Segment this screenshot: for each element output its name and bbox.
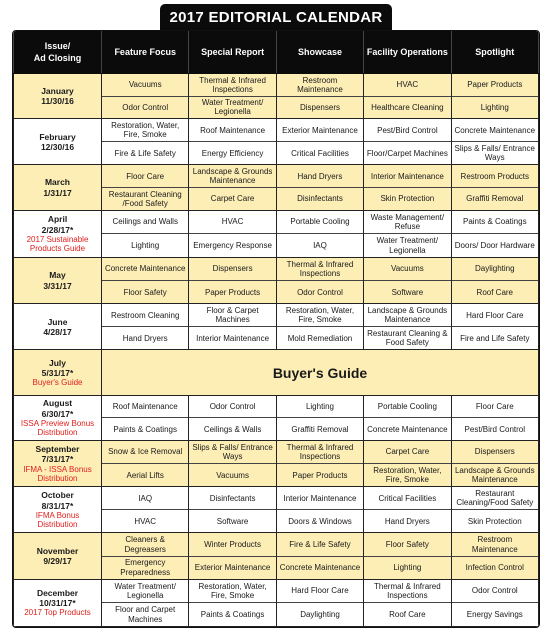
topic-primary: Landscape & Grounds Maintenance <box>364 304 450 327</box>
header-feature-focus: Feature Focus <box>102 32 189 74</box>
issue-cell <box>14 74 102 119</box>
spotlight-cell <box>451 304 538 350</box>
issue-cell <box>14 533 102 579</box>
buyers-guide-banner: Buyer's Guide <box>102 350 539 395</box>
topic-secondary: Exterior Maintenance <box>194 563 271 573</box>
topic-secondary: Mold Remediation <box>287 333 353 343</box>
issue-month: June <box>47 316 68 327</box>
topic-secondary: Graffiti Removal <box>291 424 349 434</box>
showcase-cell <box>276 257 363 303</box>
header-facility-operations: Facility Operations <box>364 32 451 74</box>
topic-primary: Lighting <box>277 396 363 419</box>
topic-secondary: Vacuums <box>216 470 249 480</box>
topic-primary: Cleaners & Degreasers <box>102 533 188 556</box>
special-report-cell <box>189 165 276 210</box>
feature-focus-cell <box>102 257 189 303</box>
issue-note: 2017 Top Products <box>24 608 91 618</box>
topic-secondary: Doors/ Door Hardware <box>454 241 535 251</box>
calendar-row-april <box>14 210 539 257</box>
topic-primary: Daylighting <box>452 258 538 281</box>
topic-primary: Thermal & Infrared Inspections <box>364 580 450 604</box>
topic-primary: Landscape & Grounds Maintenance <box>189 165 275 188</box>
topic-primary: Roof Maintenance <box>102 396 188 419</box>
topic-secondary: Healthcare Cleaning <box>371 102 444 112</box>
topic-primary: Ceilings and Walls <box>102 211 188 235</box>
showcase-cell <box>276 119 363 165</box>
topic-primary: Dispensers <box>452 441 538 464</box>
issue-cell <box>14 304 102 350</box>
topic-secondary: Lighting <box>393 563 422 573</box>
issue-note: 2017 Sustainable Products Guide <box>26 234 89 254</box>
topic-primary: Concrete Maintenance <box>452 119 538 142</box>
issue-cell <box>14 119 102 165</box>
spotlight-cell <box>451 257 538 303</box>
issue-cell <box>14 440 102 486</box>
issue-cell <box>14 165 102 210</box>
spotlight-cell <box>451 533 538 579</box>
ad-closing-date: 11/30/16 <box>41 96 74 107</box>
topic-primary: Restroom Maintenance <box>277 74 363 97</box>
ad-closing-date: 2/28/17* <box>41 224 74 235</box>
topic-secondary: Skin Protection <box>380 194 435 204</box>
issue-month: November <box>36 545 79 556</box>
topic-secondary: Paints & Coatings <box>113 424 177 434</box>
topic-secondary: Energy Savings <box>466 610 523 620</box>
topic-primary: Snow & Ice Removal <box>102 441 188 464</box>
topic-primary: Restoration, Water, Fire, Smoke <box>277 304 363 327</box>
topic-primary: Restaurant Cleaning/Food Safety <box>452 487 538 510</box>
feature-focus-cell <box>102 210 189 257</box>
special-report-cell <box>189 119 276 165</box>
facility-operations-cell <box>364 579 451 626</box>
topic-primary: Thermal & Infrared Inspections <box>189 74 275 97</box>
facility-operations-cell <box>364 304 451 350</box>
calendar-row-january <box>14 74 539 119</box>
topic-primary: Floor Care <box>452 396 538 419</box>
header-spotlight: Spotlight <box>451 32 538 74</box>
issue-month: December <box>36 588 79 599</box>
topic-secondary: Restaurant Cleaning /Food Safety <box>108 189 182 208</box>
issue-month: October <box>41 490 74 501</box>
topic-secondary: Hand Dryers <box>384 516 430 526</box>
issue-month: May <box>49 270 66 281</box>
feature-focus-cell <box>102 533 189 579</box>
spotlight-cell <box>451 210 538 257</box>
issue-month: February <box>39 131 76 142</box>
showcase-cell <box>276 395 363 440</box>
calendar-row-july <box>14 350 539 395</box>
special-report-cell <box>189 74 276 119</box>
topic-primary: Thermal & Infrared Inspections <box>277 441 363 464</box>
topic-primary: Interior Maintenance <box>364 165 450 188</box>
header-row <box>14 32 539 74</box>
calendar-table-frame <box>12 30 540 628</box>
topic-primary: Slips & Falls/ Entrance Ways <box>189 441 275 464</box>
topic-primary: IAQ <box>102 487 188 510</box>
topic-primary: Restroom Maintenance <box>452 533 538 556</box>
topic-secondary: Carpet Care <box>210 194 255 204</box>
topic-primary: Pest/Bird Control <box>364 119 450 142</box>
topic-secondary: Concrete Maintenance <box>279 563 361 573</box>
calendar-row-november <box>14 533 539 579</box>
calendar-title: 2017 EDITORIAL CALENDAR <box>160 4 392 30</box>
topic-primary: Odor Control <box>452 580 538 604</box>
topic-secondary: Restoration, Water, Fire, Smoke <box>373 465 442 485</box>
topic-secondary: Water Treatment/ Legionella <box>376 236 439 255</box>
topic-secondary: Dispensers <box>299 102 340 112</box>
facility-operations-cell <box>364 487 451 533</box>
ad-closing-date: 4/28/17 <box>43 326 72 337</box>
special-report-cell <box>189 395 276 440</box>
topic-primary: Paints & Coatings <box>452 211 538 235</box>
spotlight-cell <box>451 579 538 626</box>
topic-secondary: Paints & Coatings <box>200 610 265 620</box>
issue-month: March <box>44 177 71 188</box>
topic-secondary: IAQ <box>313 241 327 251</box>
issue-note: Buyer's Guide <box>32 378 83 388</box>
topic-secondary: Slips & Falls/ Entrance Ways <box>454 144 536 163</box>
spotlight-cell <box>451 487 538 533</box>
header-special-report: Special Report <box>189 32 276 74</box>
calendar-row-march <box>14 165 539 210</box>
ad-closing-date: 3/31/17 <box>43 280 72 291</box>
showcase-cell <box>276 74 363 119</box>
topic-secondary: Lighting <box>480 102 509 112</box>
issue-month: August <box>42 398 73 409</box>
topic-secondary: Hand Dryers <box>122 333 168 343</box>
issue-cell <box>14 487 102 533</box>
feature-focus-cell <box>102 304 189 350</box>
ad-closing-date: 9/29/17 <box>43 556 72 567</box>
topic-primary: HVAC <box>364 74 450 97</box>
topic-primary: Floor & Carpet Machines <box>189 304 275 327</box>
topic-primary: HVAC <box>189 211 275 235</box>
feature-focus-cell <box>102 165 189 210</box>
topic-primary: Carpet Care <box>364 441 450 464</box>
topic-primary: Odor Control <box>189 396 275 419</box>
topic-primary: Hard Floor Care <box>277 580 363 604</box>
topic-secondary: Software <box>216 516 249 526</box>
showcase-cell <box>276 210 363 257</box>
topic-primary: Waste Management/ Refuse <box>364 211 450 235</box>
issue-cell <box>14 257 102 303</box>
facility-operations-cell <box>364 395 451 440</box>
topic-secondary: Emergency Response <box>193 241 272 251</box>
topic-secondary: Infection Control <box>465 563 524 573</box>
spotlight-cell <box>451 395 538 440</box>
topic-secondary: Graffiti Removal <box>466 194 524 204</box>
topic-secondary: Disinfectants <box>297 194 343 204</box>
topic-secondary: Roof Care <box>389 610 426 620</box>
topic-secondary: Aerial Lifts <box>126 470 164 480</box>
header-issue: Issue/ Ad Closing <box>14 32 102 74</box>
feature-focus-cell <box>102 487 189 533</box>
calendar-row-june <box>14 304 539 350</box>
topic-secondary: Floor and Carpet Machines <box>115 605 176 624</box>
special-report-cell <box>189 579 276 626</box>
topic-secondary: Floor Safety <box>123 287 167 297</box>
ad-closing-date: 6/30/17* <box>41 408 74 419</box>
special-report-cell <box>189 533 276 579</box>
topic-secondary: Odor Control <box>122 102 169 112</box>
facility-operations-cell <box>364 440 451 486</box>
issue-month: September <box>35 444 80 455</box>
calendar-row-february <box>14 119 539 165</box>
spotlight-cell <box>451 74 538 119</box>
calendar-row-october <box>14 487 539 533</box>
topic-secondary: Software <box>391 287 424 297</box>
topic-primary: Dispensers <box>189 258 275 281</box>
ad-closing-date: 7/31/17* <box>41 454 74 465</box>
facility-operations-cell <box>364 74 451 119</box>
topic-primary: Hand Dryers <box>277 165 363 188</box>
ad-closing-date: 8/31/17* <box>41 500 74 511</box>
issue-cell <box>14 210 102 257</box>
ad-closing-date: 12/30/16 <box>40 141 75 152</box>
ad-closing-date: 5/31/17* <box>41 367 74 378</box>
topic-secondary: Restaurant Cleaning & Food Safety <box>367 329 448 348</box>
feature-focus-cell <box>102 440 189 486</box>
spotlight-cell <box>451 165 538 210</box>
calendar-row-december <box>14 579 539 626</box>
issue-note: ISSA Preview Bonus Distribution <box>20 418 95 437</box>
topic-secondary: Landscape & Grounds Maintenance <box>454 465 535 485</box>
showcase-cell <box>276 579 363 626</box>
feature-focus-cell <box>102 74 189 119</box>
topic-secondary: Lighting <box>131 241 160 251</box>
topic-primary: Interior Maintenance <box>277 487 363 510</box>
topic-primary: Disinfectants <box>189 487 275 510</box>
topic-primary: Concrete Maintenance <box>102 258 188 281</box>
topic-secondary: Energy Efficiency <box>201 148 264 158</box>
topic-primary: Vacuums <box>102 74 188 97</box>
editorial-calendar-table <box>13 31 539 627</box>
ad-closing-date: 10/31/17* <box>39 598 76 609</box>
topic-primary: Hard Floor Care <box>452 304 538 327</box>
ad-closing-date: 1/31/17 <box>43 187 72 198</box>
topic-secondary: HVAC <box>134 516 157 526</box>
issue-cell <box>14 579 102 626</box>
special-report-cell <box>189 440 276 486</box>
topic-primary: Paper Products <box>452 74 538 97</box>
topic-primary: Restroom Cleaning <box>102 304 188 327</box>
issue-cell <box>14 395 102 440</box>
topic-primary: Fire & Life Safety <box>277 533 363 556</box>
topic-primary: Floor Safety <box>364 533 450 556</box>
facility-operations-cell <box>364 165 451 210</box>
topic-primary: Water Treatment/ Legionella <box>102 580 188 604</box>
showcase-cell <box>276 533 363 579</box>
calendar-row-may <box>14 257 539 303</box>
topic-secondary: Doors & Windows <box>288 516 352 526</box>
topic-secondary: Roof Care <box>476 287 514 297</box>
topic-secondary: Critical Facilities <box>291 148 349 158</box>
facility-operations-cell <box>364 210 451 257</box>
topic-primary: Critical Facilities <box>364 487 450 510</box>
topic-secondary: Fire and Life Safety <box>460 333 530 343</box>
topic-primary: Vacuums <box>364 258 450 281</box>
facility-operations-cell <box>364 119 451 165</box>
spotlight-cell <box>451 440 538 486</box>
feature-focus-cell <box>102 395 189 440</box>
topic-secondary: Daylighting <box>300 610 340 620</box>
topic-secondary: Odor Control <box>297 287 343 297</box>
issue-cell <box>14 350 102 395</box>
calendar-row-september <box>14 440 539 486</box>
topic-secondary: Emergency Preparedness <box>120 558 171 577</box>
topic-secondary: Water Treatment/ Legionella <box>201 98 264 117</box>
topic-primary: Floor Care <box>102 165 188 188</box>
special-report-cell <box>189 487 276 533</box>
showcase-cell <box>276 487 363 533</box>
issue-note: IFMA - ISSA Bonus Distribution <box>23 464 92 483</box>
showcase-cell <box>276 304 363 350</box>
feature-focus-cell <box>102 119 189 165</box>
topic-secondary: Concrete Maintenance <box>367 424 448 434</box>
facility-operations-cell <box>364 257 451 303</box>
topic-primary: Winter Products <box>189 533 275 556</box>
topic-primary: Restoration, Water, Fire, Smoke <box>189 580 275 604</box>
topic-secondary: Floor/Carpet Machines <box>366 148 448 158</box>
issue-note: IFMA Bonus Distribution <box>35 510 80 529</box>
topic-secondary: Interior Maintenance <box>196 333 270 343</box>
topic-primary: Exterior Maintenance <box>277 119 363 142</box>
special-report-cell <box>189 210 276 257</box>
topic-primary: Restroom Products <box>452 165 538 188</box>
calendar-row-august <box>14 395 539 440</box>
topic-secondary: Fire & Life Safety <box>114 148 176 158</box>
showcase-cell <box>276 165 363 210</box>
topic-primary: Thermal & Infrared Inspections <box>277 258 363 281</box>
topic-secondary: Paper Products <box>205 287 261 297</box>
facility-operations-cell <box>364 533 451 579</box>
feature-focus-cell <box>102 579 189 626</box>
showcase-cell <box>276 440 363 486</box>
issue-month: January <box>41 85 74 96</box>
topic-primary: Roof Maintenance <box>189 119 275 142</box>
topic-primary: Portable Cooling <box>364 396 450 419</box>
issue-month: April <box>47 214 68 225</box>
spotlight-cell <box>451 119 538 165</box>
special-report-cell <box>189 257 276 303</box>
special-report-cell <box>189 304 276 350</box>
topic-secondary: Pest/Bird Control <box>464 424 526 434</box>
topic-secondary: Ceilings & Walls <box>203 424 262 434</box>
topic-secondary: Skin Protection <box>467 516 522 526</box>
topic-primary: Restoration, Water, Fire, Smoke <box>102 119 188 142</box>
topic-primary: Portable Cooling <box>277 211 363 235</box>
topic-secondary: Paper Products <box>292 470 348 480</box>
issue-month: July <box>48 357 66 368</box>
header-showcase: Showcase <box>276 32 363 74</box>
